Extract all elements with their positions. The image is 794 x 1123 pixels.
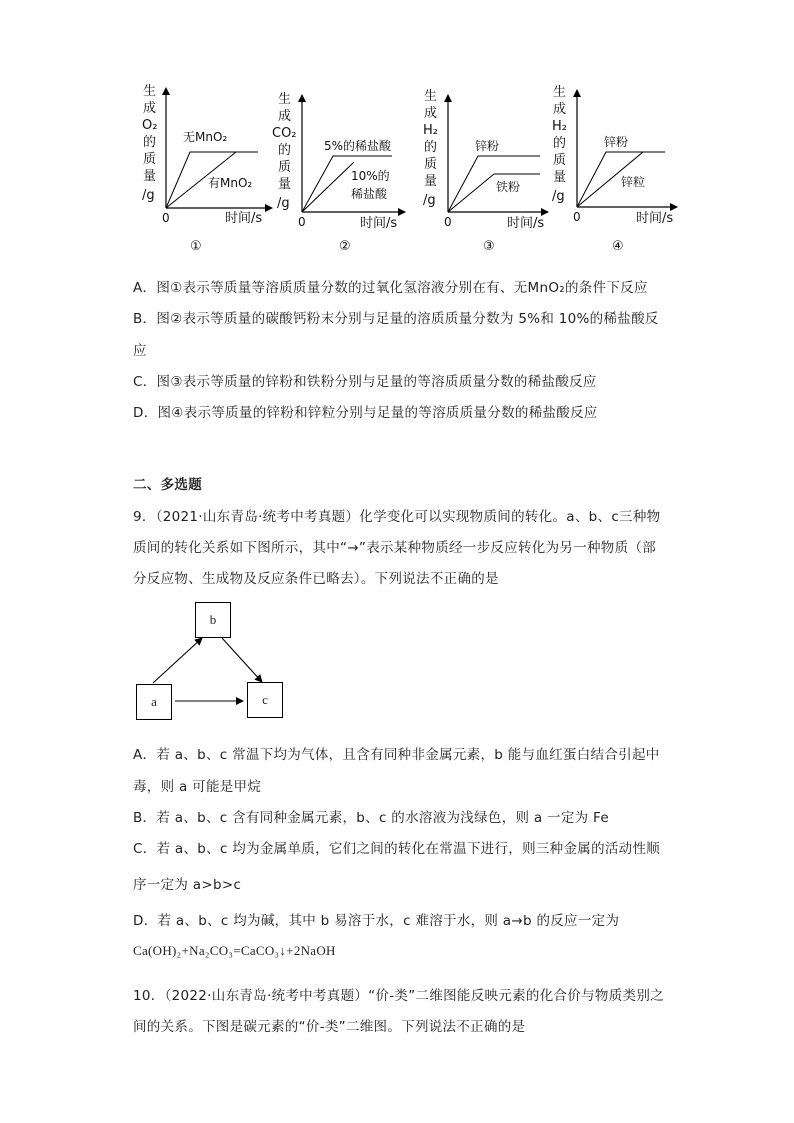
graph-3-line-low-label: 铁粉 <box>496 180 521 194</box>
graph-2-ylabel-6: /g <box>277 196 290 211</box>
q10-stem-line1: 10．（2022·山东青岛·统考中考真题）“价-类”二维图能反映元素的化合价与物质类别之 <box>133 988 664 1004</box>
graph-1-ylabel-2: O₂ <box>142 118 158 133</box>
graph-3-line-low <box>448 174 540 212</box>
graph-3-ylabel-4: 质 <box>424 157 438 172</box>
q9-stem-line2: 质间的转化关系如下图所示，其中“→”表示某种物质经一步反应转化为另一种物质（部 <box>133 540 656 556</box>
q8-option-c: C．图③表示等质量的锌粉和铁粉分别与足量的等溶质质量分数的稀盐酸反应 <box>133 374 597 390</box>
graph-3-origin: 0 <box>444 215 452 229</box>
q8-option-b-line1: B．图②表示等质量的碳酸钙粉末分别与足量的溶质质量分数为 5%和 10%的稀盐酸反 <box>133 311 659 327</box>
graph-4-ylabel-3: 的 <box>553 136 567 151</box>
graph-2-line-low-label-2: 稀盐酸 <box>351 187 388 201</box>
q8-option-a: A．图①表示等质量等溶质质量分数的过氧化氢溶液分别在有、无MnO₂的条件下反应 <box>133 280 648 296</box>
graph-2-ylabel-3: 的 <box>278 143 292 158</box>
graphs-figure <box>0 0 794 265</box>
graph-3-xlabel: 时间/s <box>507 216 545 231</box>
graph-2-ylabel-0: 生 <box>278 92 292 107</box>
graph-4-line-low-label: 锌粒 <box>621 175 646 189</box>
q9-stem-line3: 分反应物、生成物及反应条件已略去）。下列说法不正确的是 <box>133 571 499 587</box>
graph-1 <box>142 83 272 254</box>
graph-4-origin: 0 <box>573 210 581 224</box>
graph-2-line-high <box>302 156 392 212</box>
graph-4-ylabel-0: 生 <box>553 85 567 100</box>
graph-3-ylabel-0: 生 <box>424 89 438 104</box>
q9-diagram <box>130 598 290 723</box>
box-b: b <box>195 602 231 638</box>
graph-3-ylabel-5: 量 <box>424 174 438 189</box>
arrow-b-to-c <box>222 638 262 682</box>
graph-1-ylabel-4: 质 <box>143 152 157 167</box>
graph-2-ylabel-5: 量 <box>278 177 292 192</box>
graph-4-ylabel-4: 质 <box>553 153 567 168</box>
graph-2-line-low <box>302 162 354 212</box>
q9-option-c-line2: 序一定为 a>b>c <box>133 877 242 893</box>
graph-1-ylabel-6: /g <box>142 188 155 203</box>
q10-stem-line2: 间的关系。下图是碳元素的“价-类”二维图。下列说法不正确的是 <box>133 1019 526 1035</box>
q9-option-a-line2: 毒，则 a 可能是甲烷 <box>133 779 262 795</box>
graph-1-ylabel-1: 成 <box>143 101 157 116</box>
q9-option-d-line1: D．若 a、b、c 均为碱，其中 b 易溶于水，c 难溶于水，则 a→b 的反应一定为 <box>133 913 620 929</box>
graph-3-ylabel-1: 成 <box>424 106 438 121</box>
graph-4-ylabel-6: /g <box>552 189 565 204</box>
box-c: c <box>247 682 283 718</box>
graph-4-line-high-label: 锌粉 <box>604 135 629 149</box>
q8-option-b-line2: 应 <box>133 343 147 359</box>
graph-3-number: ③ <box>483 239 495 254</box>
q9-option-d-equation: Ca(OH)₂+Na₂CO₃=CaCO₃↓+2NaOH <box>133 943 336 958</box>
graph-3-ylabel-2: H₂ <box>423 123 438 138</box>
graph-2 <box>272 91 405 254</box>
graph-2-xlabel: 时间/s <box>360 216 398 231</box>
graph-1-line-low-label: 有MnO₂ <box>208 176 253 190</box>
q8-option-d: D．图④表示等质量的锌粉和锌粒分别与足量的等溶质质量分数的稀盐酸反应 <box>133 405 598 421</box>
graph-1-number: ① <box>190 239 202 254</box>
q9-option-b: B．若 a、b、c 含有同种金属元素，b、c 的水溶液为浅绿色，则 a 一定为 Fe <box>133 810 609 826</box>
graph-1-ylabel-0: 生 <box>143 84 157 99</box>
section-title: 二、多选题 <box>133 477 202 493</box>
arrow-a-to-b <box>153 638 202 683</box>
graph-3-ylabel-6: /g <box>423 193 436 208</box>
graph-3-ylabel-3: 的 <box>424 140 438 155</box>
graph-4-xlabel: 时间/s <box>636 211 674 226</box>
graph-2-number: ② <box>339 239 351 254</box>
graph-2-ylabel-4: 质 <box>278 160 292 175</box>
graph-4-ylabel-2: H₂ <box>552 119 567 134</box>
graph-1-line-high-label: 无MnO₂ <box>183 130 228 144</box>
graph-3-line-high-label: 锌粉 <box>475 139 500 153</box>
graph-2-line-low-label-1: 10%的 <box>351 169 390 183</box>
graph-2-ylabel-2: CO₂ <box>272 126 297 141</box>
graph-3 <box>423 88 548 254</box>
q9-option-a-line1: A．若 a、b、c 常温下均为气体，且含有同种非金属元素，b 能与血红蛋白结合引起中 <box>133 747 660 763</box>
graph-2-origin: 0 <box>298 215 306 229</box>
graph-2-ylabel-1: 成 <box>278 109 292 124</box>
q9-stem-line1: 9．（2021·山东青岛·统考中考真题）化学变化可以实现物质间的转化。a、b、c三种物 <box>133 509 661 525</box>
q9-option-c-line1: C．若 a、b、c 均为金属单质，它们之间的转化在常温下进行，则三种金属的活动性顺 <box>133 841 661 857</box>
graph-2-line-high-label: 5%的稀盐酸 <box>324 139 392 153</box>
graph-3-line-high <box>448 156 540 212</box>
graph-1-origin: 0 <box>162 211 170 225</box>
graph-4-number: ④ <box>612 239 624 254</box>
graph-4 <box>552 84 677 254</box>
graph-1-ylabel-5: 量 <box>143 169 157 184</box>
graph-4-ylabel-1: 成 <box>553 102 567 117</box>
graph-1-ylabel-3: 的 <box>143 135 157 150</box>
box-a: a <box>136 684 172 720</box>
graph-4-ylabel-5: 量 <box>553 170 567 185</box>
graph-1-xlabel: 时间/s <box>225 211 263 226</box>
